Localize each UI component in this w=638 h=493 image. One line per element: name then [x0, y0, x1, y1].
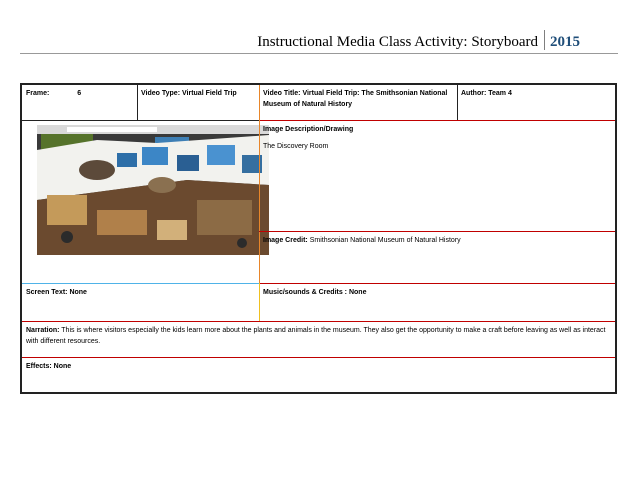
- divider: [137, 85, 138, 120]
- music-cell: [259, 284, 615, 321]
- frame-cell: [22, 85, 137, 120]
- divider: [22, 357, 615, 358]
- frame-label: Frame:: [26, 90, 50, 97]
- divider: [259, 231, 615, 232]
- divider: [22, 120, 259, 121]
- image-credit-cell: [259, 232, 615, 282]
- image-credit-value: Smithsonian National Museum of Natural History: [309, 237, 461, 244]
- museum-photo-illustration: [37, 125, 269, 255]
- author-cell: [457, 85, 615, 120]
- video-type-cell: [137, 85, 259, 120]
- divider: [259, 120, 260, 283]
- author-label: Author:: [461, 90, 487, 97]
- music-label: Music/sounds & Credits :: [263, 289, 348, 296]
- author-value: Team 4: [488, 90, 512, 97]
- page-header: [0, 30, 580, 51]
- music-value: None: [348, 289, 367, 296]
- discovery-room-image: [37, 125, 269, 255]
- video-type-label: Video Type:: [141, 90, 181, 97]
- screen-text-value: None: [69, 289, 87, 296]
- video-title-cell: [259, 85, 457, 120]
- storyboard-frame: [20, 83, 617, 394]
- image-description-label: Image Description/Drawing: [263, 126, 354, 133]
- image-description-value: The Discovery Room: [263, 143, 329, 151]
- narration-label: Narration:: [26, 327, 60, 334]
- image-credit-label: Image Credit:: [263, 237, 308, 244]
- image-description-cell: [259, 121, 615, 231]
- divider: [259, 283, 615, 284]
- header-rule: [20, 53, 618, 54]
- video-type-value: Virtual Field Trip: [181, 90, 237, 97]
- divider: [259, 85, 260, 120]
- effects-value: None: [53, 363, 72, 370]
- divider: [22, 283, 259, 284]
- narration-value: This is where visitors especially the kids learn more about the plants and animals in the museum. They also get the opportunity to make a craft before leaving as well as interact with different resources.: [26, 327, 606, 346]
- screen-text-cell: [22, 284, 259, 321]
- divider: [259, 120, 615, 121]
- document-year: 2015: [550, 34, 580, 50]
- header-separator: [544, 30, 545, 50]
- divider: [22, 321, 615, 322]
- frame-number: 6: [77, 90, 82, 97]
- video-title-value: Virtual Field Trip: The Smithsonian National Museum of Natural History: [263, 90, 448, 109]
- divider: [457, 85, 458, 120]
- divider: [259, 283, 260, 321]
- effects-cell: [22, 358, 615, 392]
- screen-text-label: Screen Text:: [26, 289, 68, 296]
- video-title-label: Video Title:: [263, 90, 301, 97]
- effects-label: Effects:: [26, 363, 52, 370]
- narration-cell: [22, 322, 615, 357]
- document-title: Instructional Media Class Activity: Storyboard: [257, 34, 538, 50]
